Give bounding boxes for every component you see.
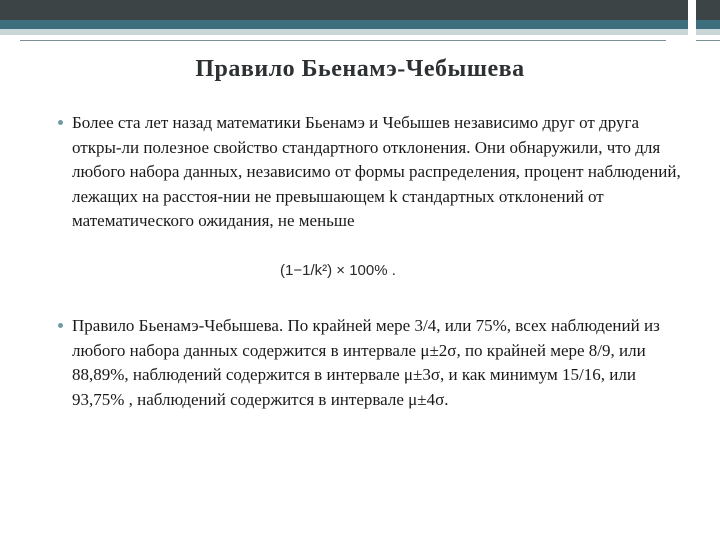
bullet-paragraph-1 — [72, 111, 692, 234]
bullet-text-1: Более ста лет назад математики Бьенамэ и Чебышев независимо друг от друга откры-ли полезное свойство стандартного отклонения. Они обнаружили, что для любого набора данных, независимо от формы распределения, процент наблюдений, лежащих на расстоя-нии не превышающем k стандартных отклонений от математического ожидания, не меньше — [72, 113, 681, 230]
header-blue-band — [0, 20, 688, 29]
header-dark-band — [0, 0, 720, 20]
slide-title: Правило Бьенамэ-Чебышева — [195, 56, 525, 82]
bullet-text-2: Правило Бьенамэ-Чебышева. По крайней мере 3/4, или 75%, всех наблюдений из любого набора данных содержится в интервале μ±2σ, по крайней мере 8/9, или 88,89%, наблюдений содержится в интервале μ±3σ, и как минимум 15/16, или 93,75% , наблюдений содержится в интервале μ±4σ. — [72, 316, 660, 409]
bullet-dot-icon — [58, 120, 63, 125]
header-rule-right — [696, 40, 720, 41]
header-gap — [688, 0, 696, 29]
bullet-paragraph-2 — [72, 314, 692, 412]
header-rule — [20, 40, 666, 41]
header-light-band-right — [696, 29, 720, 35]
bullet-dot-icon — [58, 323, 63, 328]
header-light-band — [0, 29, 688, 35]
formula: (1−1/k²) × 100% . — [280, 262, 396, 279]
